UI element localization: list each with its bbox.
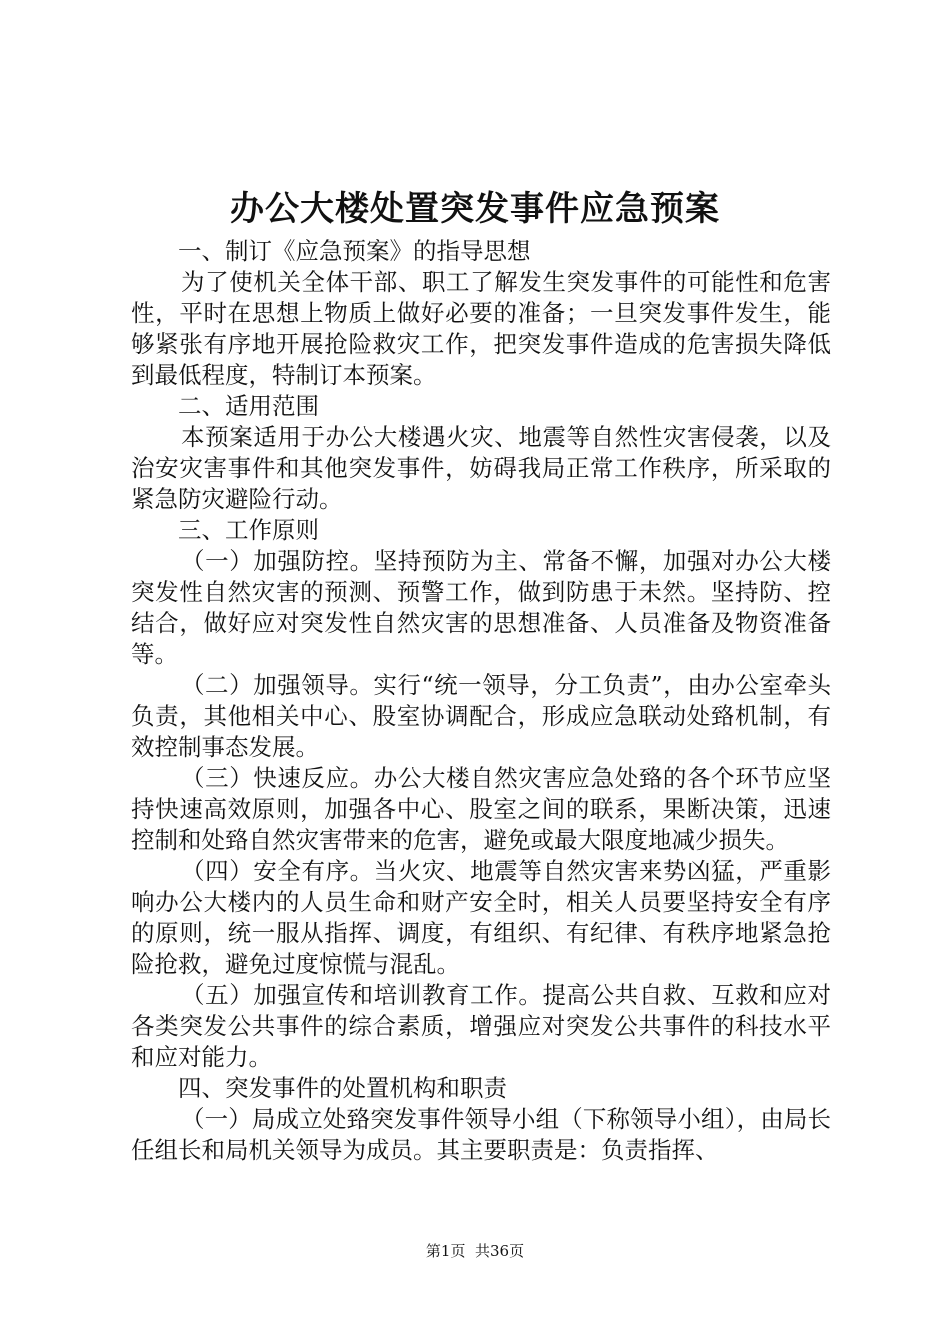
body-paragraph: （三）快速反应。办公大楼自然灾害应急处臵的各个环节应坚持快速高效原则，加强各中心、股室之间的联系，果断决策，迅速控制和处臵自然灾害带来的危害，避免或最大限度地减少损失。 bbox=[131, 764, 831, 854]
page-number: 第1页 bbox=[425, 1242, 466, 1260]
section-heading: 四、突发事件的处置机构和职责 bbox=[178, 1074, 507, 1102]
body-paragraph: （二）加强领导。实行“统一领导，分工负责”，由办公室牵头负责，其他相关中心、股室协调配合，形成应急联动处臵机制，有效控制事态发展。 bbox=[131, 671, 831, 761]
body-paragraph: 为了使机关全体干部、职工了解发生突发事件的可能性和危害性，平时在思想上物质上做好必要的准备；一旦突发事件发生，能够紧张有序地开展抢险救灾工作，把突发事件造成的危害损失降低到最低程度，特制订本预案。 bbox=[131, 268, 831, 389]
body-paragraph: （一）局成立处臵突发事件领导小组（下称领导小组），由局长任组长和局机关领导为成员。其主要职责是：负责指挥、 bbox=[131, 1105, 831, 1164]
section-heading: 一、制订《应急预案》的指导思想 bbox=[178, 237, 531, 265]
body-paragraph: （一）加强防控。坚持预防为主、常备不懈，加强对办公大楼突发性自然灾害的预测、预警工作，做到防患于未然。坚持防、控结合，做好应对突发性自然灾害的思想准备、人员准备及物资准备等。 bbox=[131, 547, 831, 668]
page-total: 共36页 bbox=[475, 1242, 525, 1260]
page-footer bbox=[0, 1241, 950, 1261]
body-paragraph: （五）加强宣传和培训教育工作。提高公共自救、互救和应对各类突发公共事件的综合素质，增强应对突发公共事件的科技水平和应对能力。 bbox=[131, 981, 831, 1071]
body-paragraph: 本预案适用于办公大楼遇火灾、地震等自然性灾害侵袭，以及治安灾害事件和其他突发事件，妨碍我局正常工作秩序，所采取的紧急防灾避险行动。 bbox=[131, 423, 831, 513]
document-title: 办公大楼处置突发事件应急预案 bbox=[230, 189, 720, 229]
section-heading: 二、适用范围 bbox=[178, 392, 319, 420]
body-paragraph: （四）安全有序。当火灾、地震等自然灾害来势凶猛，严重影响办公大楼内的人员生命和财产安全时，相关人员要坚持安全有序的原则，统一服从指挥、调度，有组织、有纪律、有秩序地紧急抢险抢救，避免过度惊慌与混乱。 bbox=[131, 857, 831, 978]
section-heading: 三、工作原则 bbox=[178, 516, 319, 544]
document-body bbox=[131, 236, 831, 1166]
